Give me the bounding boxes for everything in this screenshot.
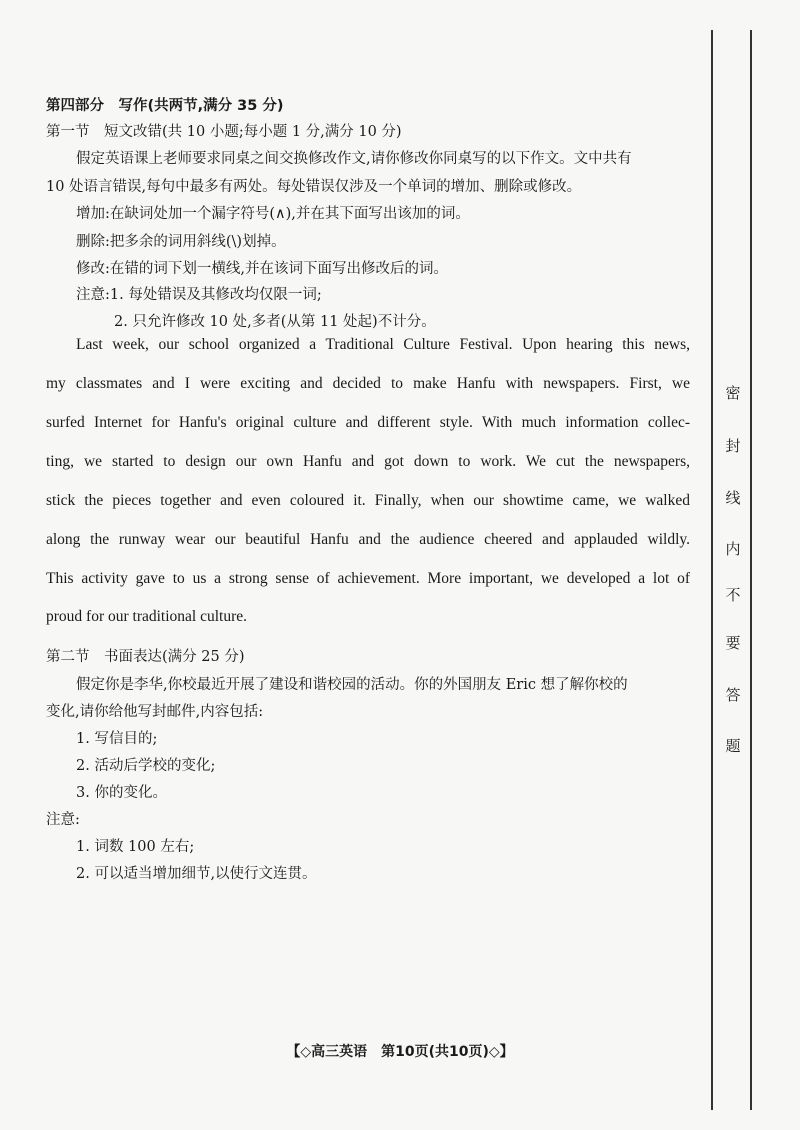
seal-border-right [750, 30, 752, 1110]
passage-line: along the runway wear our beautiful Hanfu and the audience cheered and applauded wildly. [46, 531, 690, 548]
passage-line: ting, we started to design our own Hanfu and got down to work. We cut the newspapers, [46, 453, 690, 470]
passage-line: proud for our traditional culture. [46, 608, 248, 625]
page-footer: 【◇高三英语 第10页(共10页)◇】 [286, 1044, 514, 1060]
instruction-line: 10 处语言错误,每句中最多有两处。每处错误仅涉及一个单词的增加、删除或修改。 [46, 179, 582, 195]
seal-border-left [711, 30, 713, 1110]
instruction-line: 增加:在缺词处加一个漏字符号(∧),并在其下面写出该加的词。 [76, 206, 470, 222]
content-point: 2. 活动后学校的变化; [76, 758, 216, 774]
prompt-line: 变化,请你给他写封邮件,内容包括: [46, 704, 264, 720]
seal-char: 不 [725, 586, 741, 604]
content-point: 1. 写信目的; [76, 731, 158, 747]
instruction-line: 删除:把多余的词用斜线(\)划掉。 [76, 234, 286, 250]
prompt-line: 假定你是李华,你校最近开展了建设和谐校园的活动。你的外国朋友 Eric 想了解你校的 [76, 677, 628, 693]
notes-label: 注意: [46, 812, 80, 828]
seal-char: 线 [725, 489, 741, 507]
instruction-line: 注意:1. 每处错误及其修改均仅限一词; [76, 287, 322, 303]
instruction-line: 2. 只允许修改 10 处,多者(从第 11 处起)不计分。 [114, 314, 436, 330]
passage-line: stick the pieces together and even coloured it. Finally, when our showtime came, we walked [46, 492, 690, 509]
section2-title: 第二节 书面表达(满分 25 分) [46, 649, 245, 665]
seal-char: 答 [725, 686, 741, 704]
seal-char: 封 [725, 437, 741, 455]
seal-char: 密 [725, 384, 741, 402]
section1-title: 第一节 短文改错(共 10 小题;每小题 1 分,满分 10 分) [46, 124, 402, 140]
passage-line: my classmates and I were exciting and decided to make Hanfu with newspapers. First, we [46, 375, 690, 392]
passage-line: This activity gave to us a strong sense of achievement. More important, we developed a lot of [46, 570, 690, 587]
passage-line: Last week, our school organized a Traditional Culture Festival. Upon hearing this news, [76, 336, 690, 353]
seal-char: 题 [725, 737, 741, 755]
seal-char: 内 [725, 540, 741, 558]
seal-char: 要 [725, 634, 741, 652]
instruction-line: 修改:在错的词下划一横线,并在该词下面写出修改后的词。 [76, 261, 448, 277]
content-point: 3. 你的变化。 [76, 785, 167, 801]
note-line: 1. 词数 100 左右; [76, 839, 195, 855]
part-title: 第四部分 写作(共两节,满分 35 分) [46, 98, 284, 114]
instruction-line: 假定英语课上老师要求同桌之间交换修改作文,请你修改你同桌写的以下作文。文中共有 [76, 151, 632, 167]
passage-line: surfed Internet for Hanfu's original culture and different style. With much information collec- [46, 414, 690, 431]
note-line: 2. 可以适当增加细节,以使行文连贯。 [76, 866, 317, 882]
